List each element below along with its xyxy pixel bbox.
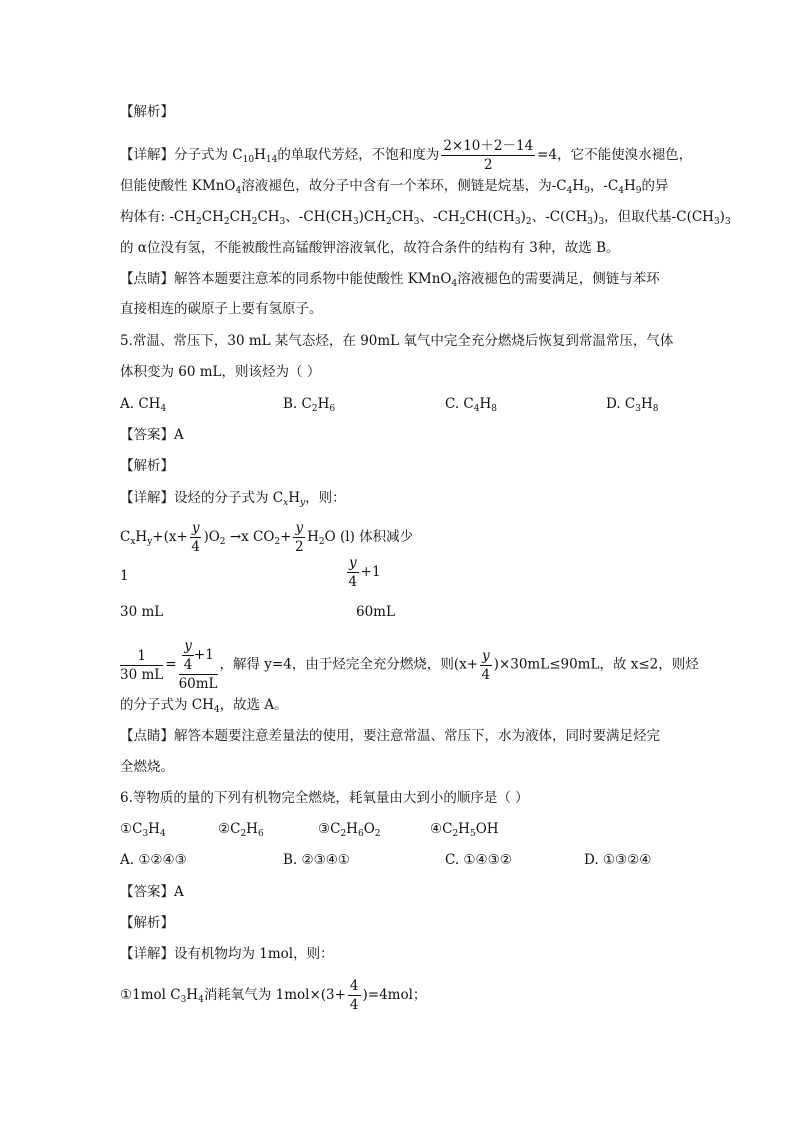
q5-dianjing-line-2: 全燃烧。 [120, 759, 174, 775]
q6-detail-line-1: 【详解】设有机物均为 1mol，则： [120, 946, 334, 962]
eq-fraction-y-over-2: $\frac{y}{2}$ [295, 520, 304, 555]
q4-detail-line-4: 的 α位没有氢，不能被酸性高锰酸钾溶液氧化，故符合条件的结构有 3种，故选 B。 [120, 240, 620, 256]
q4-detail-line-3: 构体有: $-CH_2CH_2CH_2CH_3$、$-CH(CH_3)CH_2CH_3$、$-CH_2CH(CH_3)_2$、$-C(CH_3)_3$，但取代基$-C(CH_3)_3$ [120, 209, 731, 227]
q6-item-4: $④C_2H_5OH$ [430, 821, 499, 839]
q5-stem-line-2: 体积变为 60 mL，则该烃为（ ） [120, 364, 321, 380]
unsaturation-fraction: $\frac{2\times 10+2-14}{2}$ [443, 138, 534, 173]
q5-dianjing-line-1: 【点睛】解答本题要注意差量法的使用，要注意常温、常压下，水为液体，同时要满足烃完 [120, 728, 660, 744]
q5-ratio-row-1-left: 1 [120, 568, 129, 584]
q5-jiexi-heading: 【解析】 [120, 458, 174, 474]
q5-answer: 【答案】A [120, 427, 184, 443]
q6-answer: 【答案】A [120, 884, 184, 900]
q6-option-c: C. ①④③② [445, 852, 512, 868]
q6-option-a: A. ①②④③ [120, 852, 187, 868]
q5-option-a: A. $CH_4$ [120, 396, 167, 414]
q5-option-d: D. $C_3H_8$ [606, 396, 659, 414]
q5-option-b: B. $C_2H_6$ [283, 396, 336, 414]
q5-ratio-row-1-right: $\frac{y}{4}$ +1 [348, 555, 381, 590]
q4-dianjing-line-1: 【点睛】解答本题要注意苯的同系物中能使酸性 KMnO$_4$溶液褪色的需要满足，侧链与苯环 [120, 271, 660, 289]
q6-option-b: B. ②③④① [283, 852, 350, 868]
q6-item-2: $②C_2H_6$ [218, 821, 264, 839]
q5-solution-line-1: $\frac{1}{30 mL}$ = $\frac{y}{4}$ +1 60mL ，解得 y=4，由于烃完全充分燃烧，则(x+ $\frac{y}{4}$ )×30mL≤90mL，故 x≤2，则烃 [120, 638, 699, 692]
eq-fraction-y-over-4: $\frac{y}{4}$ [191, 520, 200, 555]
q5-stem-line-1: 5.常温、常压下，30 mL 某气态烃，在 90mL 氧气中完全充分燃烧后恢复到常温常压，气体 [120, 333, 674, 349]
q6-jiexi-heading: 【解析】 [120, 915, 174, 931]
q5-detail-line-1: 【详解】设烃的分子式为 $C_xH_y$，则： [120, 490, 346, 508]
q5-ratio-row-2-left: 30 mL [120, 604, 164, 620]
q4-jiexi-heading: 【解析】 [120, 104, 174, 120]
q4-dianjing-line-2: 直接相连的碳原子上要有氢原子。 [120, 301, 323, 317]
q4-detail-line-2: 但能使酸性 KMnO$_4$溶液褪色，故分子中含有一个苯环，侧链是烷基，为$-C_4H_9$，$-C_4H_9$的异 [120, 178, 669, 196]
q5-equation: $C_xH_y+(x+$ $\frac{y}{4}$ )$O_2 \to x$ $CO_2+$ $\frac{y}{2}$ $H_2O$ (l) 体积减少 [120, 520, 414, 555]
q4-detail-line-1: 【详解】分子式为 $C_{10}H_{14}$的单取代芳烃，不饱和度为 $\frac{2\times 10+2-14}{2}$ =4，它不能使溴水褪色， [120, 138, 693, 173]
q6-calc-line-1: ①1mol $C_3H_4$消耗氧气为 1mol×(3+ $\frac{4}{4}$ )=4mol； [120, 978, 427, 1013]
q6-stem: 6.等物质的量的下列有机物完全燃烧，耗氧量由大到小的顺序是（ ） [120, 790, 529, 806]
q5-ratio-row-2-right: 60mL [356, 604, 395, 620]
q5-solution-line-2: 的分子式为 $CH_4$，故选 A。 [120, 697, 288, 715]
q5-option-c: C. $C_4H_8$ [445, 396, 498, 414]
q6-item-1: $①C_3H_4$ [120, 821, 166, 839]
q6-item-3: $③C_2H_6O_2$ [318, 821, 381, 839]
q6-option-d: D. ①③②④ [584, 852, 652, 868]
